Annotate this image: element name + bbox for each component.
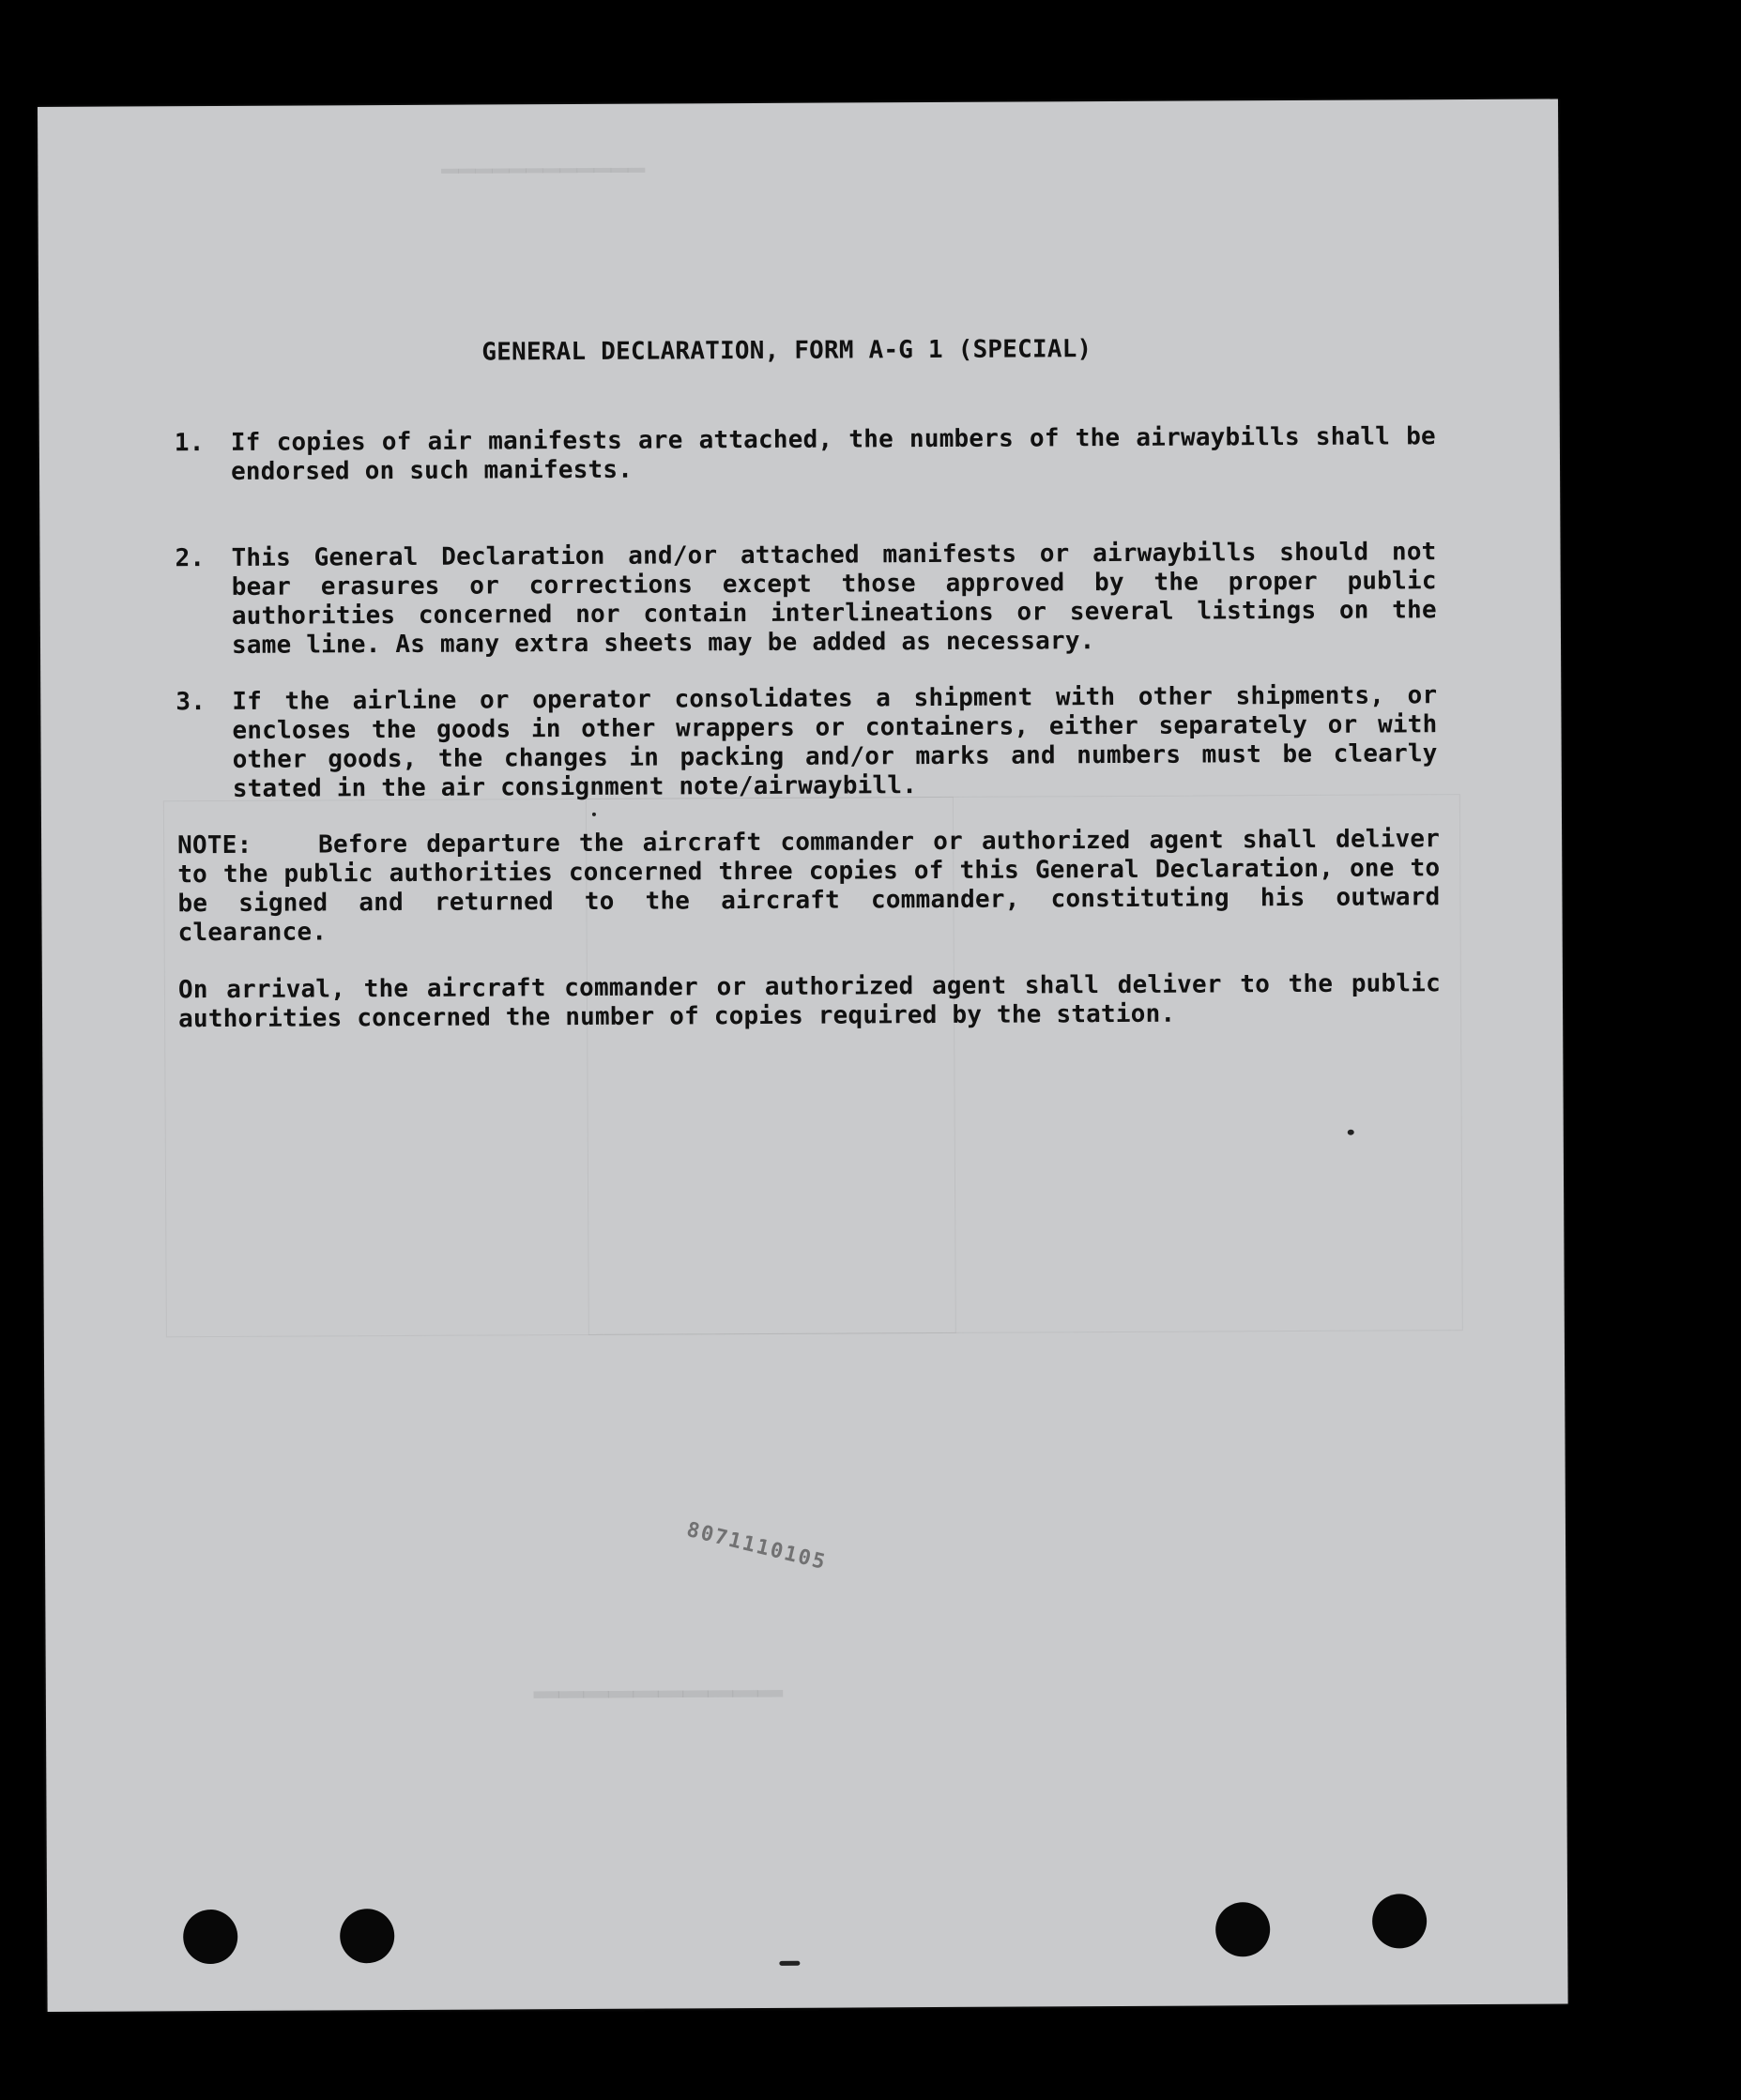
- bleed-through-text: ━━━━━━━━━━: [533, 1669, 783, 1720]
- item-number: 3.: [176, 688, 206, 717]
- page-title: GENERAL DECLARATION, FORM A-G 1 (SPECIAL): [481, 335, 1092, 367]
- punch-hole: [183, 1910, 237, 1964]
- item-text: If the airline or operator consolidates a shipment with other shipments, or encloses the goods in other wrappers or containers, either separately or with other goods, the changes in packing and/or marks and numbers must be clearly stated in the air consignment note/airwaybill.: [232, 681, 1438, 803]
- note-label: NOTE:: [177, 830, 252, 860]
- item-number: 2.: [175, 544, 206, 573]
- list-item: [176, 681, 1438, 803]
- speck: [1348, 1130, 1354, 1135]
- note-paragraph: [177, 825, 1441, 948]
- item-text: This General Declaration and/or attached manifests or airwaybills should not bear erasures or corrections except those approved by the proper public authorities concerned nor contain interlineations or several listings on the same line. As many extra sheets may be added as necessary.: [231, 538, 1437, 660]
- speck: [779, 1961, 800, 1966]
- bleed-through-text: ━━━━━━━━━━━━: [441, 154, 646, 189]
- punch-hole: [340, 1909, 394, 1963]
- stamp-number: 8071110105: [684, 1517, 830, 1575]
- item-number: 1.: [174, 429, 205, 458]
- document-page: [38, 99, 1568, 2012]
- list-item: [175, 538, 1437, 660]
- note-text: Before departure the aircraft commander or authorized agent shall deliver to the public authorities concerned three copies of this General Declaration, one to be signed and returned to the aircraft commander, constituting his outward clearance.: [177, 825, 1441, 948]
- arrival-paragraph: On arrival, the aircraft commander or authorized agent shall deliver to the public authorities concerned the number of copies required by the station.: [177, 969, 1441, 1034]
- item-text: If copies of air manifests are attached, the numbers of the airwaybills shall be endorsed on such manifests.: [230, 422, 1436, 486]
- speck: [592, 813, 596, 816]
- punch-hole: [1372, 1894, 1427, 1948]
- punch-hole: [1215, 1902, 1270, 1956]
- list-item: [174, 422, 1436, 486]
